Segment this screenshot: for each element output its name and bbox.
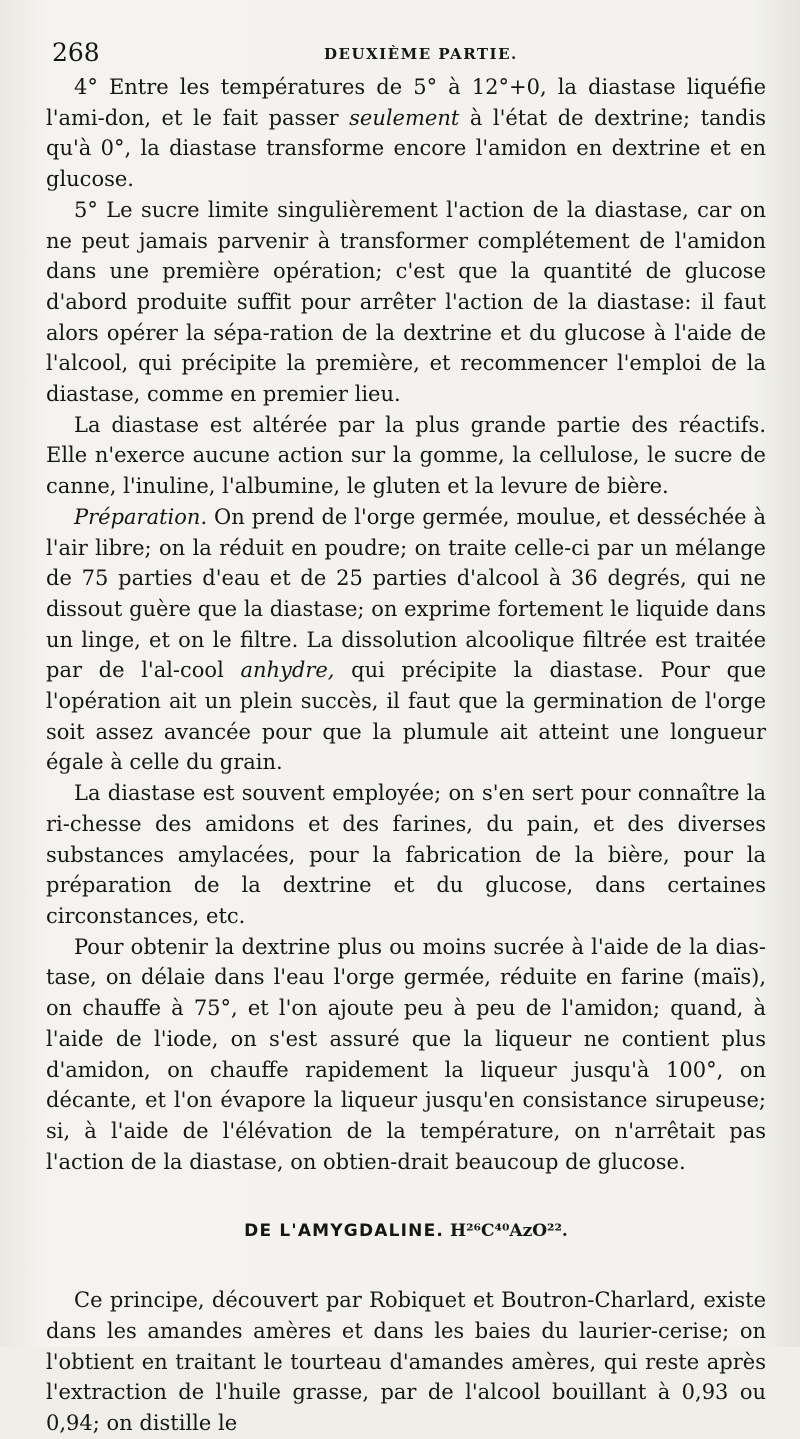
running-title: DEUXIÈME PARTIE. bbox=[324, 45, 518, 63]
paragraph-text: à l'état de dextrine; tandis qu'à 0°, la diastase transforme encore l'amidon en dextrine et en glucose. bbox=[46, 105, 766, 192]
section-heading bbox=[46, 1220, 766, 1242]
paragraph-dextrine: Pour obtenir la dextrine plus ou moins sucrée à l'aide de la dias-tase, on délaie dans l'eau l'orge germée, réduite en farine (maïs), on chauffe à 75°, et l'on ajoute peu à peu de l'amidon; quand, à l'aide de l'iode, on s'est assuré que la liqueur ne contient plus d'amidon, on chauffe rapidement la liqueur jusqu'à 100°, on décante, et l'on évapore la liqueur jusqu'en consistance sirupeuse; si, à l'aide de l'élévation de la température, on n'arrêtait pas l'action de la diastase, on obtien-drait beaucoup de glucose. bbox=[46, 934, 766, 1174]
emphasis: anhydre, bbox=[240, 658, 335, 683]
section-title: DE L'AMYGDALINE. bbox=[244, 1221, 445, 1242]
paragraph-text: 4° Entre les températures de 5° à 12°+0, la diastase liquéfie l'ami-don, et le fait passer bbox=[46, 75, 766, 130]
paragraph-amygdaline: Ce principe, découvert par Robiquet et Boutron-Charlard, existe dans les amandes amères et dans les baies du laurier-cerise; on l'obtient en traitant le tourteau d'amandes amères, qui reste après l'extraction de l'huile grasse, par de l'alcool bouillant à 0,93 ou 0,94; on distille le bbox=[46, 1288, 766, 1436]
page-header bbox=[52, 38, 760, 70]
paragraph-5: 5° Le sucre limite singulièrement l'action de la diastase, car on ne peut jamais parvenir à transformer complétement de l'amidon dans une première opération; c'est que la quantité de glucose d'abord produite suffit pour arrêter l'action de la diastase: il faut alors opérer la sépa-ration de la dextrine et du glucose à l'aide de l'alcool, qui précipite la première, et recommencer l'emploi de la diastase, comme en premier lieu. bbox=[46, 197, 766, 407]
page-body bbox=[46, 72, 766, 1439]
paragraph-4 bbox=[46, 72, 766, 195]
paragraph-usage: La diastase est souvent employée; on s'en sert pour connaître la ri-chesse des amidons et des farines, du pain, et des diverses substances amylacées, pour la fabrication de la bière, pour la préparation de la dextrine et du glucose, dans certaines circonstances, etc. bbox=[46, 781, 766, 928]
page-number: 268 bbox=[52, 38, 100, 67]
paragraph-reactifs: La diastase est altérée par la plus grande partie des réactifs. Elle n'exerce aucune action sur la gomme, la cellulose, le sucre de canne, l'inuline, l'albumine, le gluten et la levure de bière. bbox=[46, 412, 766, 499]
paragraph-text: On prend de l'orge germée, moulue, et desséchée à l'air libre; on la réduit en poudre; on traite celle-ci par un mélange de 75 parties d'eau et de 25 parties d'alcool à 36 degrés, qui ne dissout guère que la diastase; on exprime fortement le liquide dans un linge, et on le filtre. La dissolution alcoolique filtrée est traitée par de l'al-cool bbox=[46, 504, 766, 683]
paragraph-preparation bbox=[46, 502, 766, 778]
preparation-label: Préparation. bbox=[74, 504, 208, 529]
emphasis: seulement bbox=[349, 105, 460, 130]
paragraph-text: qui précipite la diastase. Pour que l'opération ait un plein succès, il faut que la germination de l'orge soit assez avancée pour que la plumule ait atteint une longueur égale à celle du grain. bbox=[46, 658, 766, 775]
chemical-formula: H²⁶C⁴⁰AzO²². bbox=[450, 1221, 568, 1242]
